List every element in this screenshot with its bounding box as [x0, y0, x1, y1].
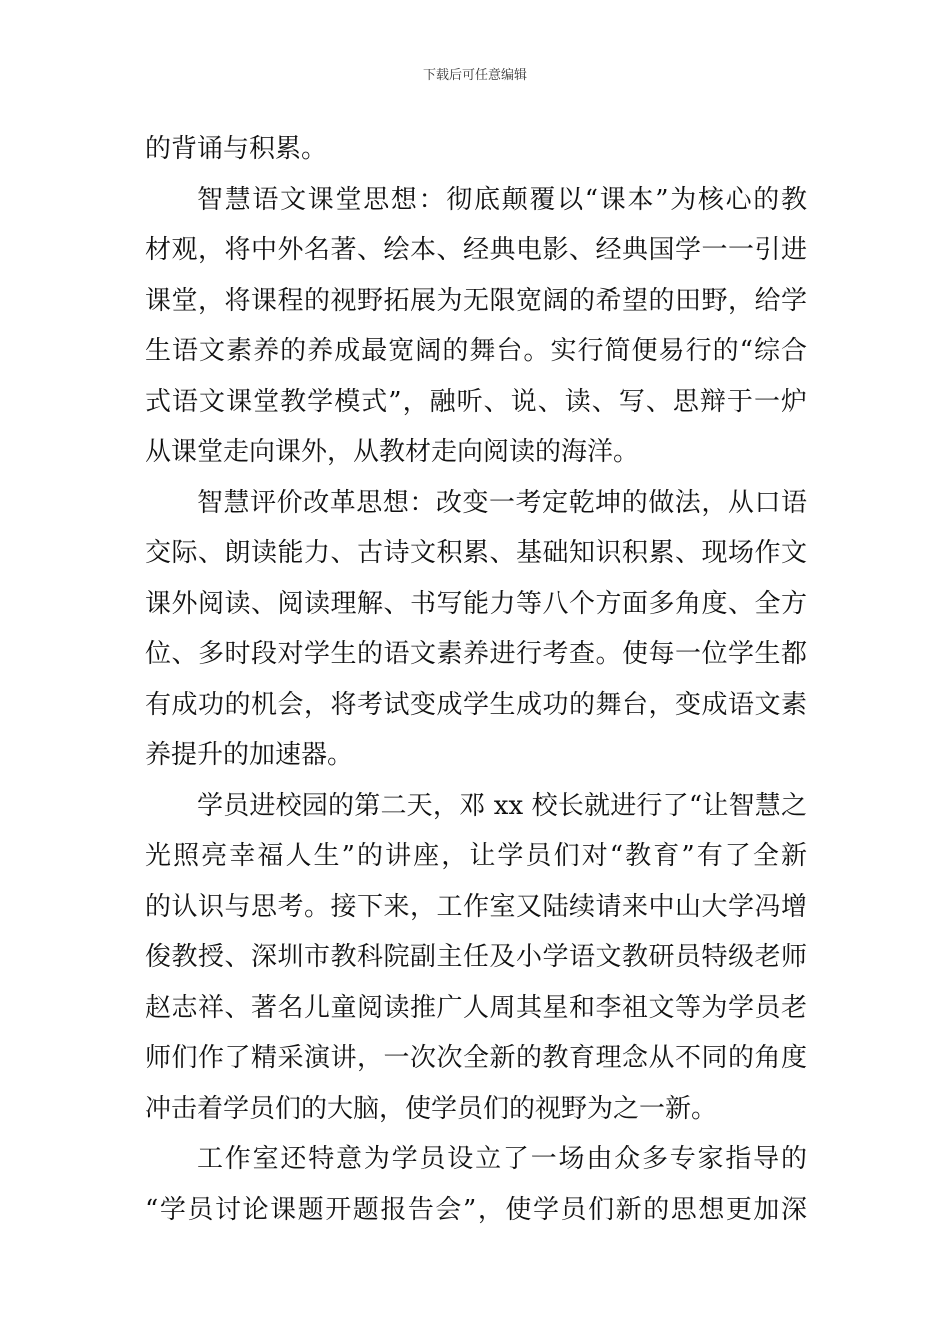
text-line: 光照亮幸福人生”的讲座，让学员们对“教育”有了全新	[145, 841, 807, 871]
text-line: 学员进校园的第二天，邓 xx 校长就进行了“让智慧之	[197, 790, 807, 821]
text-line: 生语文素养的养成最宽阔的舞台。实行简便易行的“综合	[145, 336, 807, 366]
text-line: 课外阅读、阅读理解、书写能力等八个方面多角度、全方	[145, 588, 807, 619]
text-line: 有成功的机会，将考试变成学生成功的舞台，变成语文素	[145, 689, 807, 720]
text-line: 的认识与思考。接下来，工作室又陆续请来中山大学冯增	[145, 891, 807, 922]
text-line: “学员讨论课题开题报告会”，使学员们新的思想更加深	[145, 1194, 807, 1225]
text-line: 师们作了精采演讲，一次次全新的教育理念从不同的角度	[145, 1043, 807, 1073]
text-line: 式语文课堂教学模式”，融听、说、读、写、思辩于一炉	[145, 386, 807, 417]
text-line: 交际、朗读能力、古诗文积累、基础知识积累、现场作文	[145, 538, 807, 568]
text-line: 养提升的加速器。	[145, 740, 354, 770]
text-line: 俊教授、深圳市教科院副主任及小学语文教研员特级老师	[145, 942, 807, 972]
text-line: 的背诵与积累。	[145, 134, 328, 164]
text-line: 课堂，将课程的视野拓展为无限宽阔的希望的田野，给学	[145, 285, 807, 316]
text-line: 冲击着学员们的大脑，使学员们的视野为之一新。	[145, 1093, 718, 1124]
page-header: 下载后可任意编辑	[422, 68, 527, 83]
text-line: 智慧语文课堂思想：彻底颠覆以“课本”为核心的教	[197, 184, 807, 215]
text-line: 赵志祥、著名儿童阅读推广人周其星和李祖文等为学员老	[145, 992, 807, 1023]
text-line: 材观，将中外名著、绘本、经典电影、经典国学一一引进	[145, 235, 807, 265]
text-line: 从课堂走向课外，从教材走向阅读的海洋。	[145, 437, 640, 467]
text-line: 工作室还特意为学员设立了一场由众多专家指导的	[197, 1144, 807, 1174]
text-line: 位、多时段对学生的语文素养进行考查。使每一位学生都	[145, 639, 807, 669]
text-line: 智慧评价改革思想：改变一考定乾坤的做法，从口语	[197, 487, 807, 518]
document-body	[145, 124, 807, 1235]
